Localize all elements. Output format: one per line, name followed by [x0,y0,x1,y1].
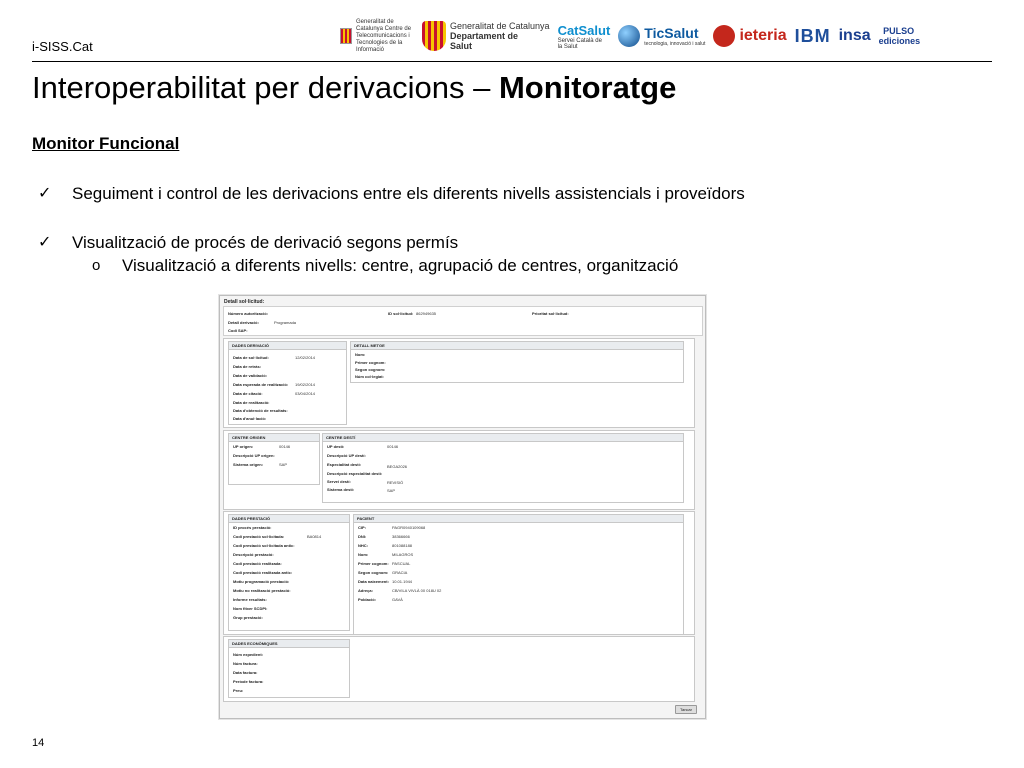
ibm-logo: IBM [794,25,831,46]
dades-economiques-box: DADES ECONÒMIQUES Núm expedient: Núm factura: Data factura: Període factura: Preu: [228,639,350,698]
checkmark-icon: ✓ [38,185,52,202]
dades-derivacio-box: DADES DERIVACIÓ Data de sol·licitud: 12/02/2014 Data de retràs: Data de validació: Data esperada de realització: 19/02/2014 Data de citació: 03/04/2014 Data de realització: Data d'obtenció de resultats: Data d'anul·lació: [228,341,347,425]
ring-icon [713,25,735,47]
checkmark-icon: ✓ [38,234,52,251]
centre-desti-box: CENTRE DESTÍ UP destí: 00146 Descripció UP destí: Especialitat destí: BEGA2026 Descripció especialitat destí: Servei destí: REVISIÓ Sistema destí: SAP [322,433,684,503]
centre-origen-box: CENTRE ORIGEN UP origen: 00146 Descripció UP origen: Sistema origen: SAP [228,433,320,485]
globe-icon [618,25,640,47]
sub-bullet: Visualització a diferents nivells: centre, agrupació de centres, organització [122,256,679,275]
header-divider [32,61,992,62]
dades-prestacio-box: DADES PRESTACIÓ ID procés prestació: Codi prestació sol·licitada: BA0814 Codi prestació sol·licitada antic: Descripció prestació: Codi prestació realitzada: Codi prestació realitzada antic: Motiu programació prestació: Motiu no realització prestació: Informe resultats: Nom fitxer SCDPI: Grup prestació: [228,514,350,631]
everis-logo: ieteria [713,25,786,47]
page-number: 14 [32,737,45,749]
departament-salut-logo: Generalitat de Catalunya Departament de Salut [422,21,550,51]
detall-metge-box: DETALL METGE Nom: Primer cognom: Segon cognom: Núm col·legiat: [350,341,684,383]
embedded-screenshot [219,295,706,719]
logo-strip [340,14,919,58]
sub-bullet-marker: o [92,257,101,274]
subheading: Monitor Funcional [32,134,180,153]
ticsalut-logo: TicSalut tecnologia, innovació i salut [618,25,705,47]
senyera-icon [340,28,352,44]
pulso-logo: PULSO ediciones [878,26,921,46]
insa-logo: insa [838,27,871,44]
detail-title: Detall sol·licitud: [224,299,265,305]
header-label: i-SISS.Cat [32,39,93,54]
pacient-box: PACIENT CIP: PAGR0940109068 DNI: 38366666 NHC: 801088188 Nom: MILAGROS Primer cognom: PASCUAL Segon cognom: GRACIA Data naixement: 10.01.1944 Adreça: CB/VILA VIVLÀ 00 018U 02 Població: GAVÀ [353,514,684,635]
catsalut-logo: CatSalut Servei Català de la Salut [557,22,611,50]
slide-title: Interoperabilitat per derivacions – Monitoratge [32,70,677,105]
request-summary: Número autorització: Detall derivació: Programada Codi SAP: ID sol·licitud: 862949635 Prioritat sol·licitud: [223,306,703,336]
shield-icon [422,21,446,51]
close-button[interactable]: Tancar [675,705,697,714]
bullet-2: Visualització de procés de derivació segons permís [72,233,459,252]
generalitat-ctti-logo: Generalitat de Catalunya Centre de Telecomunicacions i Tecnologies de la Informació [340,19,414,54]
bullet-1: Seguiment i control de les derivacions entre els diferents nivells assistencials i proveïdors [72,184,745,203]
